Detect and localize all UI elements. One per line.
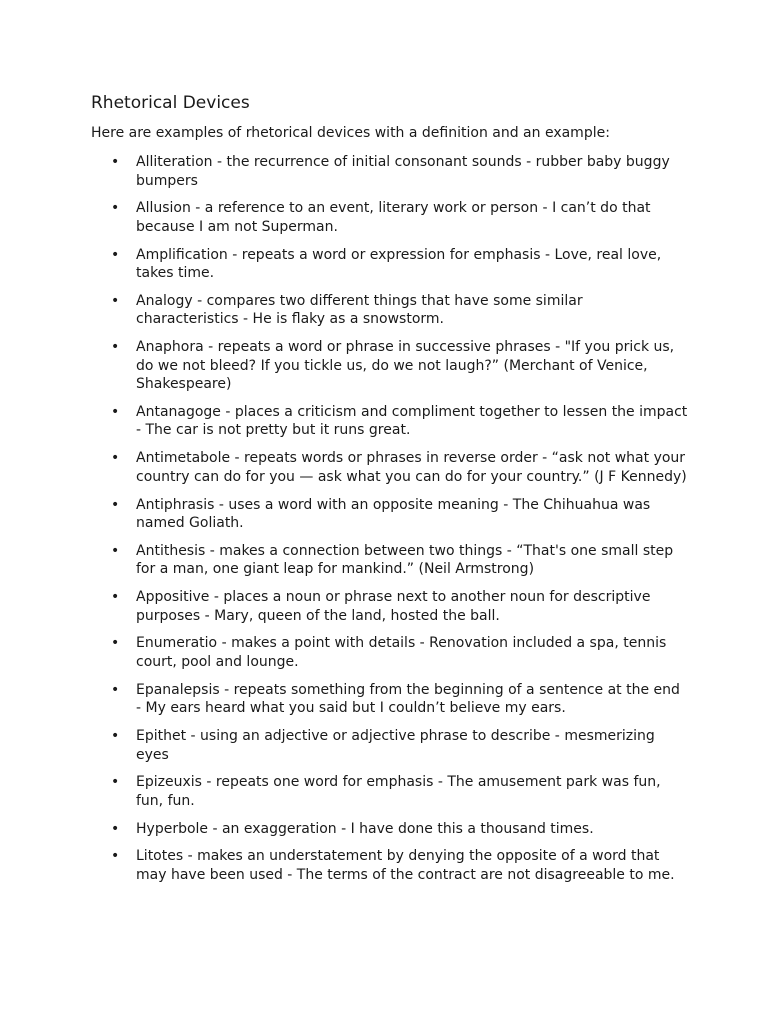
bullet-icon: •: [111, 589, 120, 606]
bullet-icon: •: [111, 200, 120, 217]
bullet-icon: •: [111, 496, 120, 513]
list-item-text: Analogy - compares two different things that have some similar characteristics - He is flaky as a snowstorm.: [136, 292, 583, 328]
list-item: [109, 634, 689, 671]
list-item: [109, 820, 689, 839]
list-item: [109, 246, 689, 283]
intro-paragraph: Here are examples of rhetorical devices with a definition and an example:: [91, 125, 610, 141]
list-item: [109, 588, 689, 625]
bullet-icon: •: [111, 774, 120, 791]
list-item-text: Antithesis - makes a connection between two things - “That's one small step for a man, one giant leap for mankind.” (Neil Armstrong): [136, 542, 674, 578]
list-item-text: Hyperbole - an exaggeration - I have done this a thousand times.: [136, 820, 594, 837]
bullet-icon: •: [111, 820, 120, 837]
bullet-icon: •: [111, 542, 120, 559]
bullet-icon: •: [111, 339, 120, 356]
list-item: [109, 199, 689, 236]
page-title: Rhetorical Devices: [91, 93, 250, 113]
list-item: [109, 496, 689, 533]
rhetorical-devices-list: [109, 153, 689, 894]
list-item: [109, 403, 689, 440]
list-item-text: Alliteration - the recurrence of initial consonant sounds - rubber baby buggy bumpers: [136, 154, 670, 189]
list-item: [109, 292, 689, 329]
list-item-text: Anaphora - repeats a word or phrase in successive phrases - "If you prick us, do we not bleed? If you tickle us, do we not laugh?” (Merchant of Venice, Shakespeare): [136, 339, 675, 393]
list-item: [109, 727, 689, 764]
list-item-text: Epizeuxis - repeats one word for emphasis - The amusement park was fun, fun, fun.: [136, 774, 661, 809]
list-item: [109, 449, 689, 486]
list-item-text: Epithet - using an adjective or adjective phrase to describe - mesmerizing eyes: [136, 728, 655, 763]
list-item-text: Litotes - makes an understatement by denying the opposite of a word that may have been used - The terms of the contract are not disagreeable to me.: [136, 848, 675, 883]
list-item-text: Antiphrasis - uses a word with an opposite meaning - The Chihuahua was named Goliath.: [136, 496, 651, 532]
list-item: [109, 338, 689, 394]
list-item-text: Allusion - a reference to an event, literary work or person - I can’t do that because I am not Superman.: [136, 200, 651, 235]
list-item: [109, 153, 689, 190]
bullet-icon: •: [111, 403, 120, 420]
list-item-text: Amplification - repeats a word or expression for emphasis - Love, real love, takes time.: [136, 246, 662, 282]
list-item-text: Antimetabole - repeats words or phrases in reverse order - “ask not what your country can do for you — ask what you can do for your country.” (J F Kennedy): [136, 450, 687, 485]
bullet-icon: •: [111, 154, 120, 170]
list-item-text: Enumeratio - makes a point with details - Renovation included a spa, tennis court, pool and lounge.: [136, 635, 667, 670]
list-item: [109, 681, 689, 718]
bullet-icon: •: [111, 681, 120, 698]
list-item-text: Antanagoge - places a criticism and compliment together to lessen the impact - The car is not pretty but it runs great.: [136, 403, 688, 439]
list-item-text: Epanalepsis - repeats something from the beginning of a sentence at the end - My ears heard what you said but I couldn’t believe my ears.: [136, 681, 680, 717]
list-item: [109, 773, 689, 810]
bullet-icon: •: [111, 292, 120, 309]
list-item-text: Appositive - places a noun or phrase next to another noun for descriptive purposes - Mary, queen of the land, hosted the ball.: [136, 589, 651, 624]
bullet-icon: •: [111, 450, 120, 467]
list-item: [109, 847, 689, 884]
bullet-icon: •: [111, 728, 120, 745]
bullet-icon: •: [111, 246, 120, 263]
bullet-icon: •: [111, 635, 120, 652]
bullet-icon: •: [111, 848, 120, 865]
list-item: [109, 542, 689, 579]
